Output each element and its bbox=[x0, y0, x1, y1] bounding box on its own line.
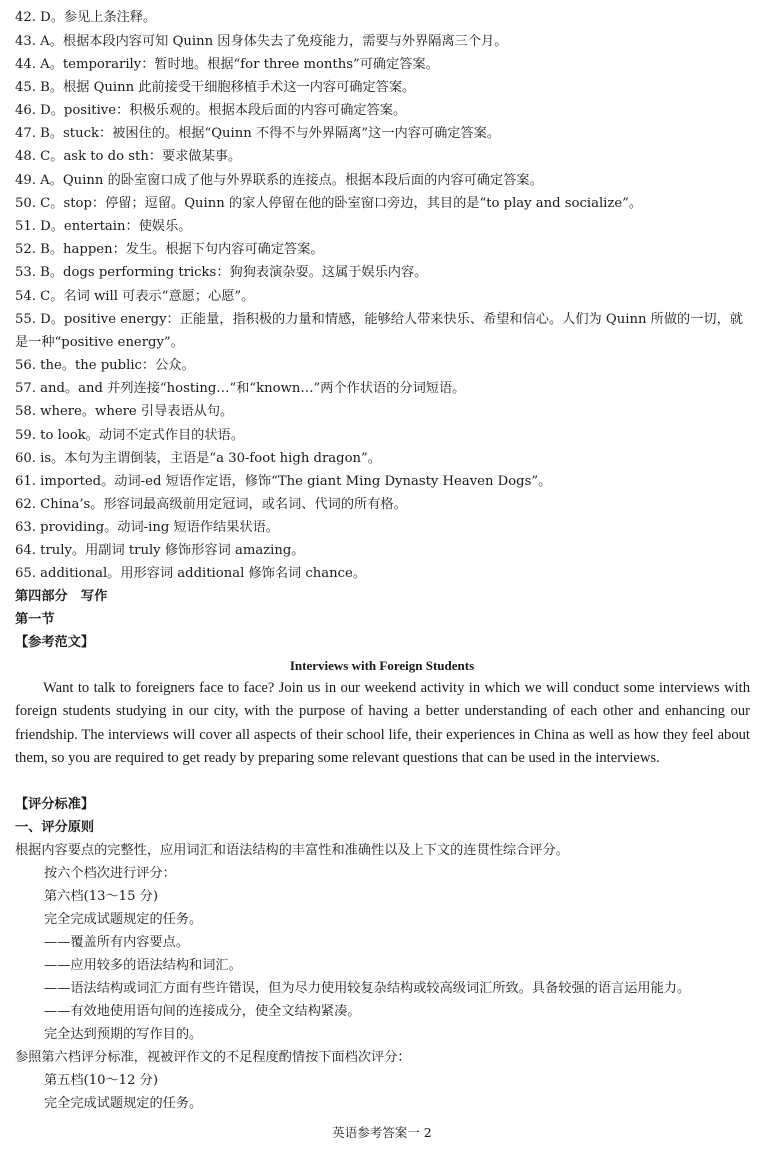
essay-title: Interviews with Foreign Students bbox=[289, 658, 475, 673]
level-5-title: 第五档(10～12 分) bbox=[44, 1073, 158, 1088]
answer-item-42: 42. D。参见上条注释。 bbox=[15, 10, 157, 25]
answer-item-60: 60. is。本句为主谓倒装，主语是“a 30-foot high dragon”。 bbox=[15, 451, 381, 466]
subsection-heading: 第一节 bbox=[15, 612, 55, 627]
answer-item-65: 65. additional。用形容词 additional 修饰名词 chance。 bbox=[15, 566, 367, 581]
answer-item-51: 51. D。entertain：使娱乐。 bbox=[15, 219, 192, 234]
answer-item-52: 52. B。happen：发生。根据下句内容可确定答案。 bbox=[15, 242, 324, 257]
answer-item-55: 55. D。positive energy：正能量，指积极的力量和情感，能够给人带来快乐、希望和信心。人们为 Quinn 所做的一切，就 bbox=[15, 312, 743, 327]
answer-item-50: 50. C。stop：停留；逗留。Quinn 的家人停留在他的卧室窗口旁边，其目的是“to play and socialize”。 bbox=[15, 196, 643, 211]
criteria-intro: 根据内容要点的完整性，应用词汇和语法结构的丰富性和准确性以及上下文的连贯性综合评分。 bbox=[15, 843, 569, 858]
answer-item-63: 63. providing。动词-ing 短语作结果状语。 bbox=[15, 520, 279, 535]
answer-item-56: 56. the。the public：公众。 bbox=[15, 358, 195, 373]
answer-item-59: 59. to look。动词不定式作目的状语。 bbox=[15, 428, 244, 443]
level-6-title: 第六档(13～15 分) bbox=[44, 889, 158, 904]
answer-item-46: 46. D。positive：积极乐观的。根据本段后面的内容可确定答案。 bbox=[15, 103, 407, 118]
answer-item-45: 45. B。根据 Quinn 此前接受干细胞移植手术这一内容可确定答案。 bbox=[15, 80, 416, 95]
section-heading-part4: 第四部分 写作 bbox=[15, 589, 108, 604]
level-6-item: ——覆盖所有内容要点。 bbox=[44, 935, 190, 950]
answer-item-57: 57. and。and 并列连接“hosting…”和“known…”两个作状语的分词短语。 bbox=[15, 381, 466, 396]
criteria-heading: 【评分标准】 bbox=[15, 797, 95, 812]
answer-item-64: 64. truly。用副词 truly 修饰形容词 amazing。 bbox=[15, 543, 305, 558]
answer-item-44: 44. A。temporarily：暂时地。根据“for three months”可确定答案。 bbox=[15, 57, 439, 72]
answer-item-47: 47. B。stuck：被困住的。根据“Quinn 不得不与外界隔离”这一内容可确定答案。 bbox=[15, 126, 501, 141]
answer-item-54: 54. C。名词 will 可表示“意愿；心愿”。 bbox=[15, 289, 255, 304]
answer-item-58: 58. where。where 引导表语从句。 bbox=[15, 404, 234, 419]
answer-item-49: 49. A。Quinn 的卧室窗口成了他与外界联系的连接点。根据本段后面的内容可确定答案。 bbox=[15, 173, 543, 188]
answer-item-55-continued: 是一种“positive energy”。 bbox=[15, 335, 184, 350]
level-6-item: ——语法结构或词汇方面有些许错误，但为尽力使用较复杂结构或较高级词汇所致。具备较强的语言运用能力。 bbox=[44, 981, 691, 996]
answer-item-48: 48. C。ask to do sth：要求做某事。 bbox=[15, 149, 242, 164]
answer-item-53: 53. B。dogs performing tricks：狗狗表演杂耍。这属于娱乐内容。 bbox=[15, 265, 428, 280]
levels-note: 按六个档次进行评分： bbox=[44, 866, 176, 881]
level-6-item: 完全达到预期的写作目的。 bbox=[44, 1027, 203, 1042]
level-6-item: ——应用较多的语法结构和词汇。 bbox=[44, 958, 242, 973]
answer-item-61: 61. imported。动词-ed 短语作定语，修饰“The giant Ming Dynasty Heaven Dogs”。 bbox=[15, 474, 552, 489]
sample-essay-heading: 【参考范文】 bbox=[15, 635, 95, 650]
principle-heading: 一、评分原则 bbox=[15, 820, 95, 835]
essay-body: Want to talk to foreigners face to face? Join us in our weekend activity in which we will conduct some interviews with foreign students studying in our city, with the purpose of having a better understanding of each other and enhancing our friendship. The interviews will cover all aspects of their school life, their experiences in China as well as how they feel about them, so you are required to get ready by preparing some relevant questions that can be used in the interviews. bbox=[15, 680, 750, 766]
level-6-item: 完全完成试题规定的任务。 bbox=[44, 912, 203, 927]
reference-note: 参照第六档评分标准，视被评作文的不足程度酌情按下面档次评分： bbox=[15, 1050, 411, 1065]
level-5-item: 完全完成试题规定的任务。 bbox=[44, 1096, 203, 1111]
page-footer: 英语参考答案一 2 bbox=[332, 1125, 432, 1140]
level-6-item: ——有效地使用语句间的连接成分，使全文结构紧凑。 bbox=[44, 1004, 361, 1019]
answer-item-62: 62. China’s。形容词最高级前用定冠词，或名词、代词的所有格。 bbox=[15, 497, 407, 512]
answer-item-43: 43. A。根据本段内容可知 Quinn 因身体失去了免疫能力，需要与外界隔离三个月。 bbox=[15, 34, 508, 49]
